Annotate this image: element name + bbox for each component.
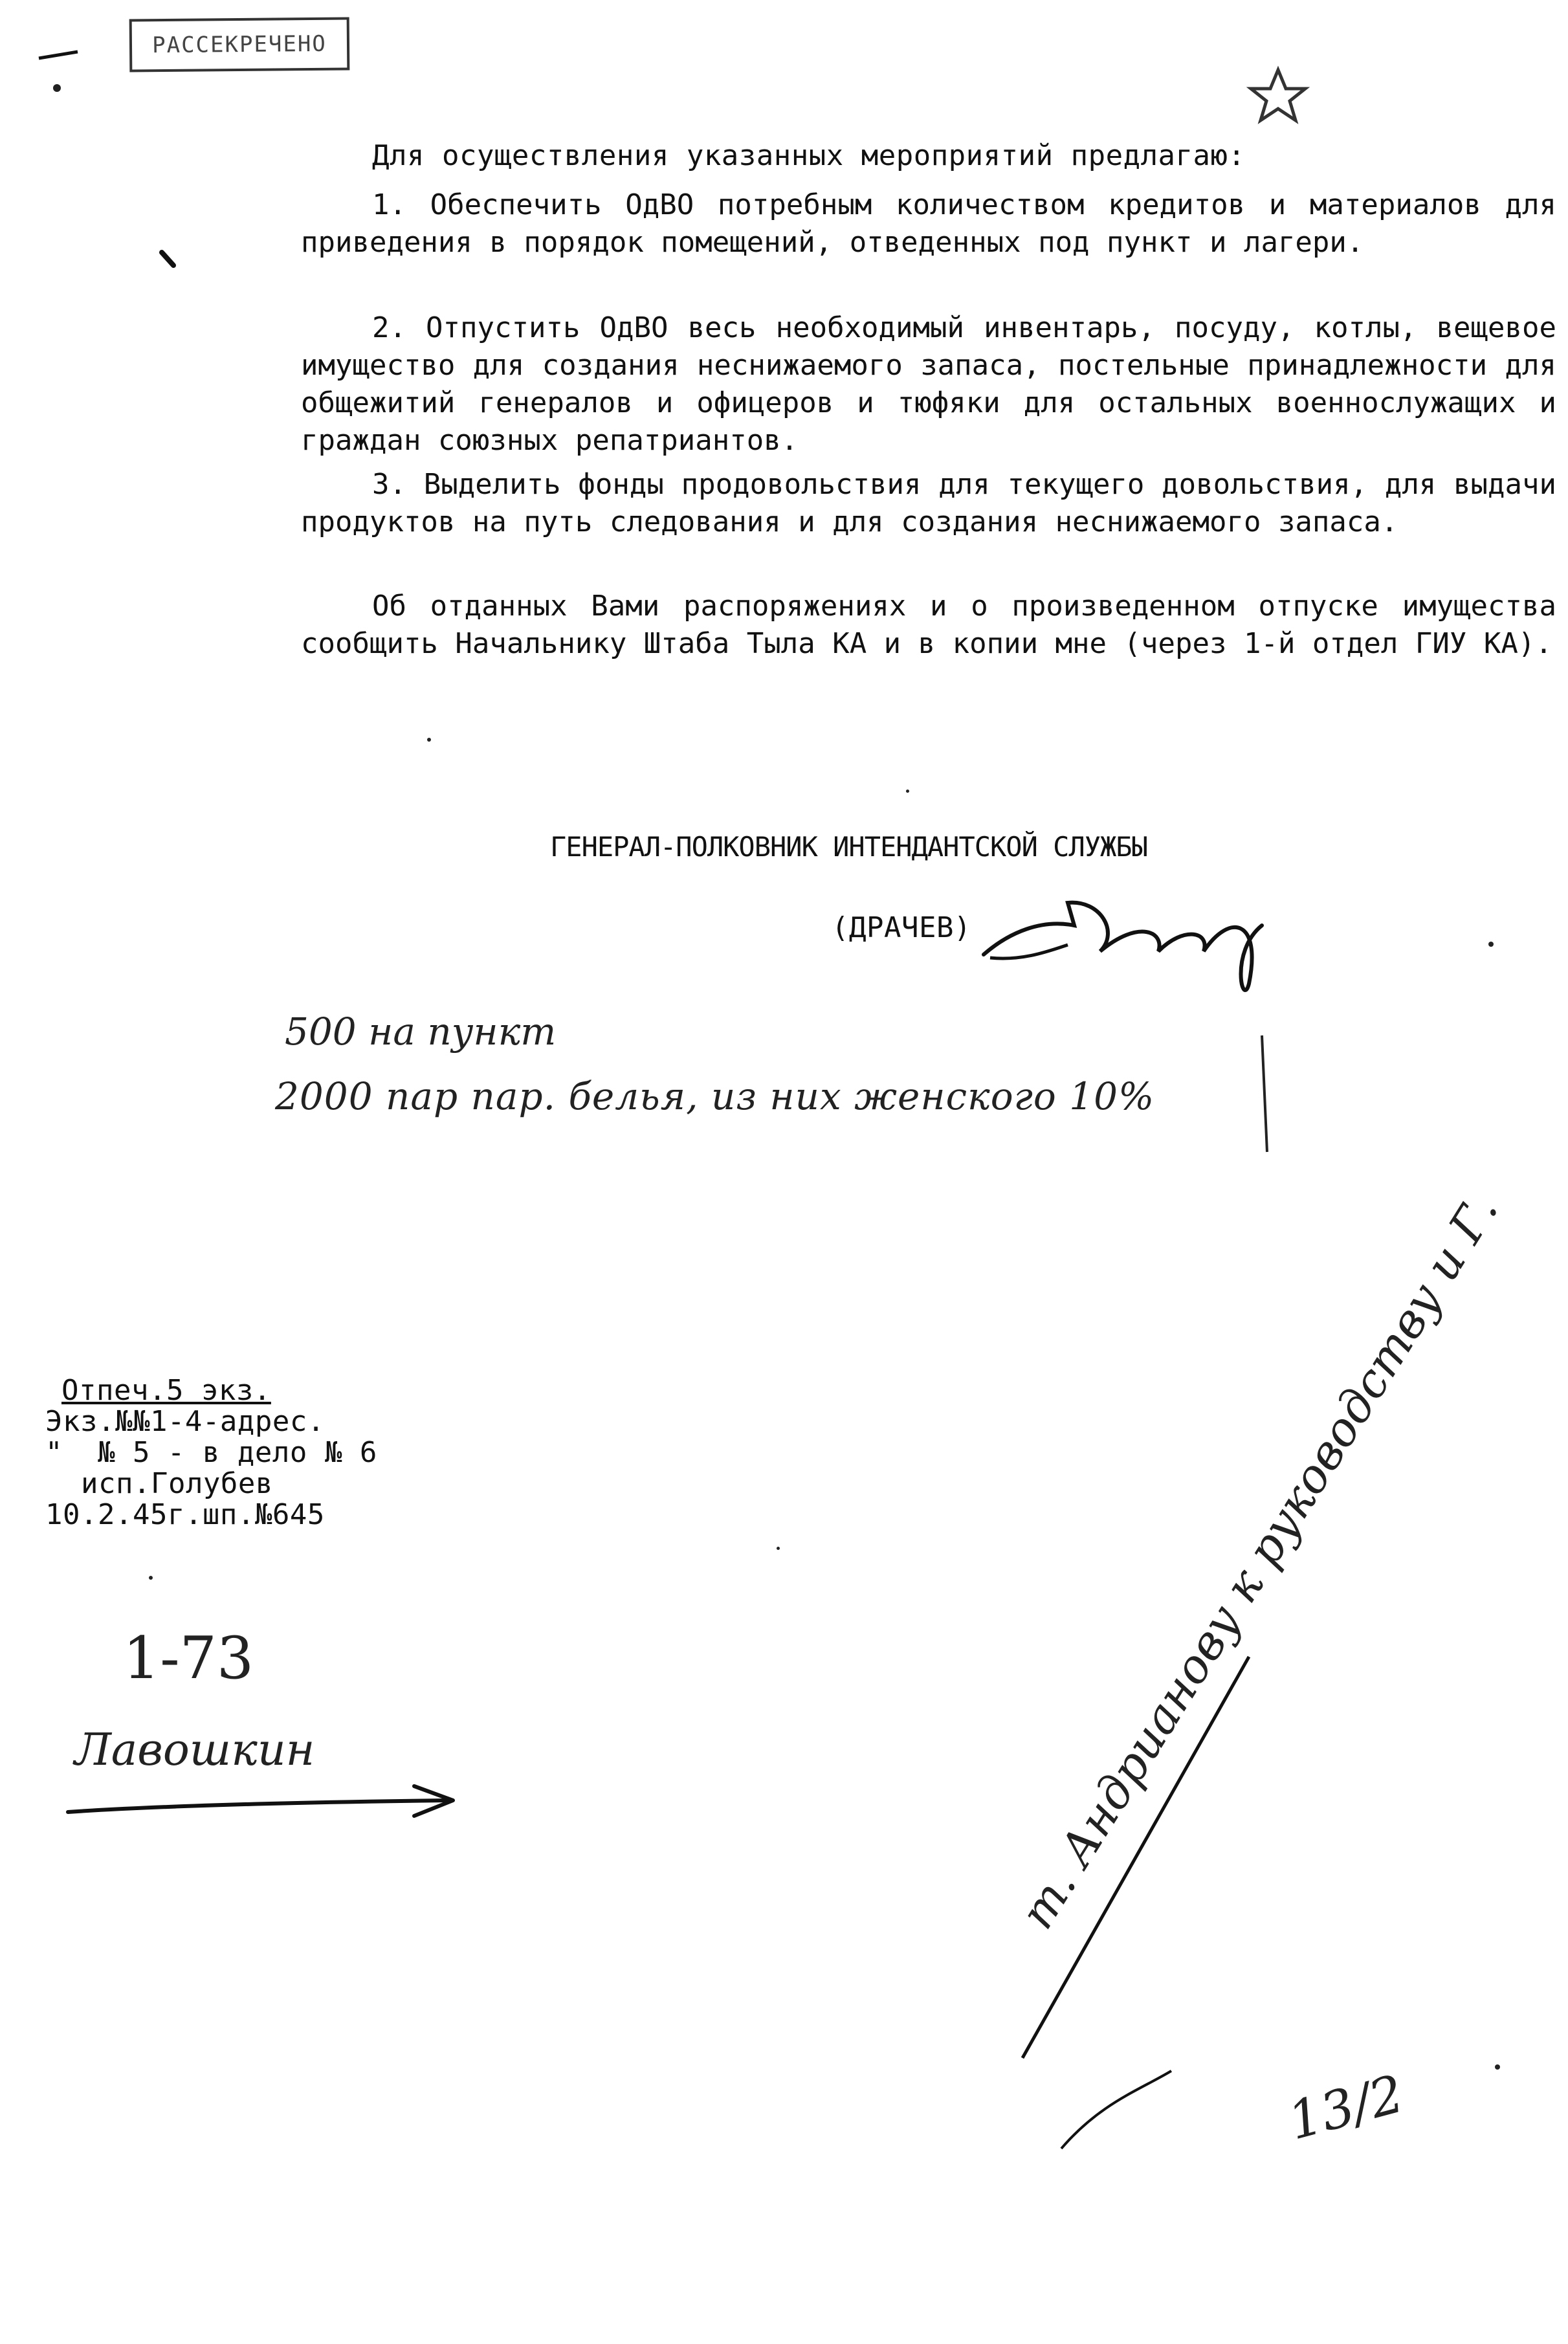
resolution-date: 13/2	[1282, 2063, 1410, 2152]
resolution-text: т. Андрианову к руководству и Г.	[1010, 1184, 1508, 1938]
scan-speck	[427, 738, 431, 742]
copies-line-4: исп.Голубев	[81, 1467, 273, 1500]
declassified-stamp: РАССЕКРЕЧЕНО	[129, 17, 350, 72]
item-2: 2. Отпустить ОдВО весь необходимый инвентарь, посуду, котлы, вещевое имущество для создания неснижаемого запаса, постельные принадлежности для общежитий генералов и офицеров и тюфяки для остальных военнослужащих и граждан союзных репатриантов.	[301, 311, 1556, 457]
scan-speck	[149, 1576, 153, 1580]
scan-speck	[1488, 942, 1494, 947]
note-bracket	[1262, 1035, 1267, 1152]
signature-title: ГЕНЕРАЛ-ПОЛКОВНИК ИНТЕНДАНТСКОЙ СЛУЖБЫ	[550, 831, 1147, 863]
scan-speck	[1495, 2064, 1500, 2070]
handwritten-note-line-2: 2000 пар пар. белья, из них женского 10%	[275, 1074, 1155, 1118]
item-1: 1. Обеспечить ОдВО потребным количеством кредитов и материалов для приведения в порядок помещений, отведенных под пункт и лагери.	[301, 188, 1556, 259]
margin-note-number: 1-73	[123, 1624, 254, 1692]
signature-name: (ДРАЧЕВ)	[832, 911, 971, 944]
copies-line-5: 10.2.45г.шп.№645	[45, 1498, 325, 1531]
star-emblem-icon	[1251, 70, 1305, 120]
scan-speck	[53, 84, 61, 92]
scan-speck	[777, 1547, 780, 1550]
handwritten-note-line-1: 500 на пункт	[285, 1010, 557, 1054]
scan-speck	[906, 790, 909, 793]
closing-paragraph: Об отданных Вами распоряжениях и о произведенном отпуске имущества сообщить Начальнику Штаба Тыла КА и в копии мне (через 1-й отдел ГИУ КА).	[301, 590, 1556, 660]
intro-line: Для осуществления указанных мероприятий предлагаю:	[372, 139, 1246, 172]
copies-line-3: " № 5 - в дело № 6	[45, 1436, 377, 1469]
arrow-icon	[68, 1800, 447, 1812]
copies-line-2: Экз.№№1-4-адрес.	[45, 1405, 325, 1438]
margin-note-name: Лавошкин	[74, 1725, 315, 1776]
item-3: 3. Выделить фонды продовольствия для текущего довольствия, для выдачи продуктов на путь следования и для создания неснижаемого запаса.	[301, 468, 1556, 538]
copies-line-1: Отпеч.5 экз.	[61, 1374, 271, 1407]
